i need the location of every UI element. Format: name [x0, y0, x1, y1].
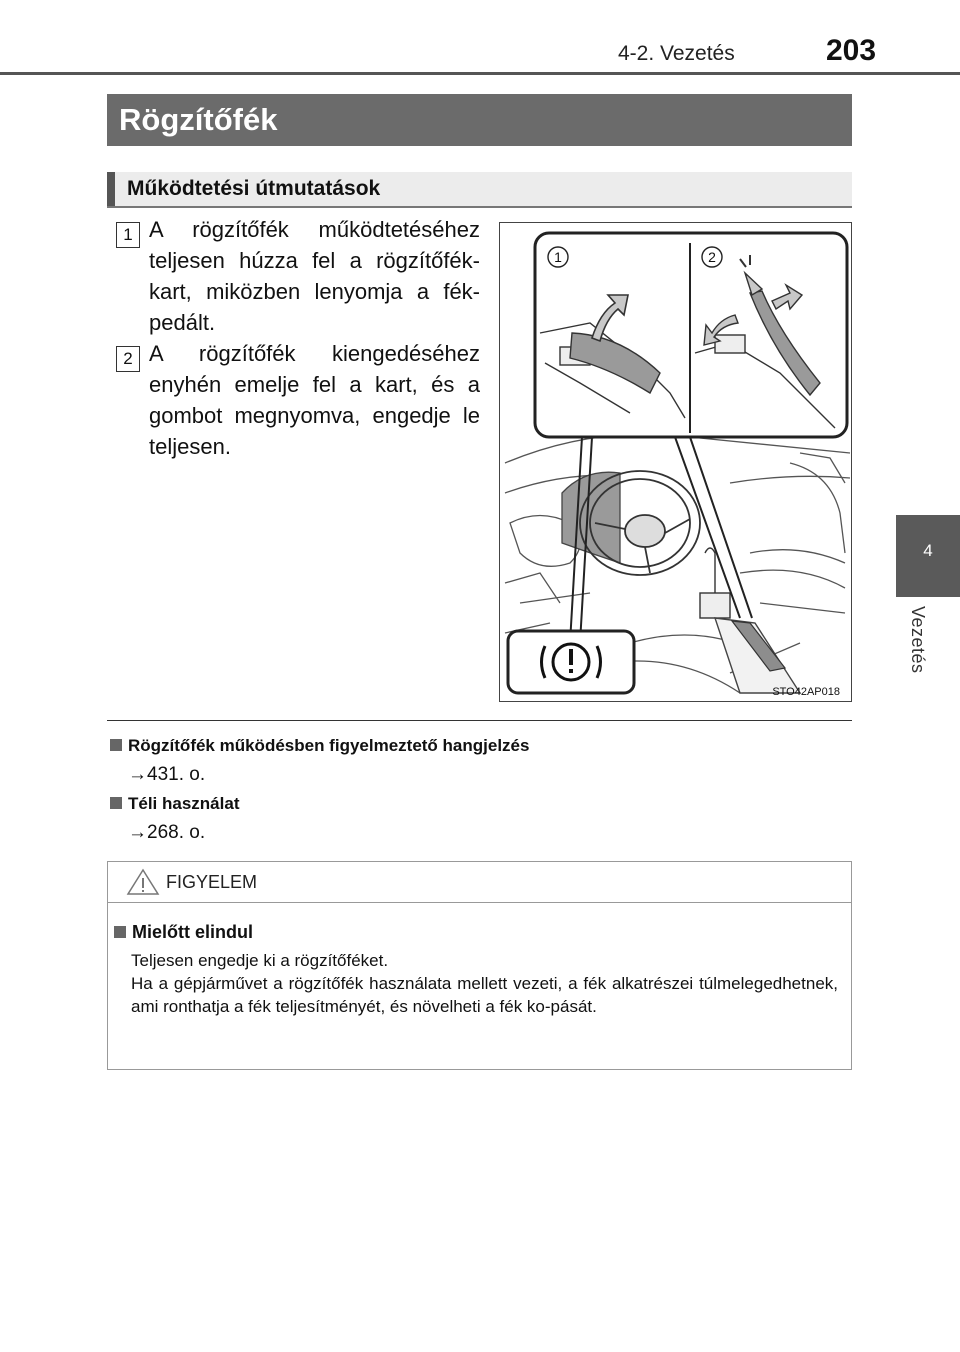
- chapter-tab-number: 4: [923, 541, 933, 560]
- section-label: 4-2. Vezetés: [618, 42, 735, 65]
- chapter-tab[interactable]: [896, 515, 960, 597]
- warning-box: [107, 861, 852, 1070]
- warning-subheading: Mielőtt elindul: [114, 922, 253, 943]
- warning-text: [131, 949, 838, 1018]
- step-1: [108, 214, 480, 338]
- section-subtitle: Működtetési útmutatások: [107, 172, 852, 206]
- illustration-code: STO42AP018: [772, 686, 840, 698]
- note-1-ref[interactable]: →431. o.: [128, 764, 206, 785]
- header-rule: [0, 72, 960, 75]
- page-number: 203: [826, 34, 877, 67]
- note-2-ref[interactable]: →268. o.: [128, 822, 206, 843]
- bullet-square-icon: [110, 739, 122, 751]
- bullet-square-icon: [110, 797, 122, 809]
- subtitle-rule: [107, 206, 852, 208]
- parking-brake-illustration: [499, 222, 852, 702]
- step-2: [108, 338, 480, 462]
- step-2-text: A rögzítőfék kiengedéséhez enyhén emelje fel a kart, és a gombot megnyomva, engedje le teljesen.: [149, 341, 480, 459]
- gear-shift: [700, 548, 730, 618]
- note-2-heading: Téli használat: [110, 794, 239, 814]
- section-rule: [107, 720, 852, 721]
- warning-line-1: Teljesen engedje ki a rögzítőféket.: [131, 951, 389, 970]
- note-1-heading: Rögzítőfék működésben figyelmeztető hangjelzés: [110, 736, 529, 756]
- warning-triangle-icon: [126, 868, 160, 896]
- page-title: Rögzítőfék: [107, 94, 852, 146]
- step-2-number: 2: [116, 346, 140, 372]
- warning-line-2: Ha a gépjárművet a rögzítőfék használata mellett vezeti, a fék alkatrészei túlmelegedhetnek, ami ronthatja a fék teljesítményét, és növelheti a fék ko-pását.: [131, 974, 838, 1016]
- steering-wheel: [580, 471, 700, 575]
- step-1-text: A rögzítőfék működtetéséhez teljesen húzza fel a rögzítőfék-kart, miközben lenyomja a fék-pedált.: [149, 217, 480, 335]
- warning-label: FIGYELEM: [166, 872, 258, 892]
- warning-header: [108, 862, 851, 903]
- pointer-right: [675, 437, 752, 618]
- chapter-tab-label: Vezetés: [908, 606, 928, 674]
- brake-diagram: [500, 223, 852, 702]
- callout-2-label: 2: [708, 249, 716, 265]
- step-1-number: 1: [116, 222, 140, 248]
- callout-1-label: 1: [554, 249, 562, 265]
- bullet-square-icon: [114, 926, 126, 938]
